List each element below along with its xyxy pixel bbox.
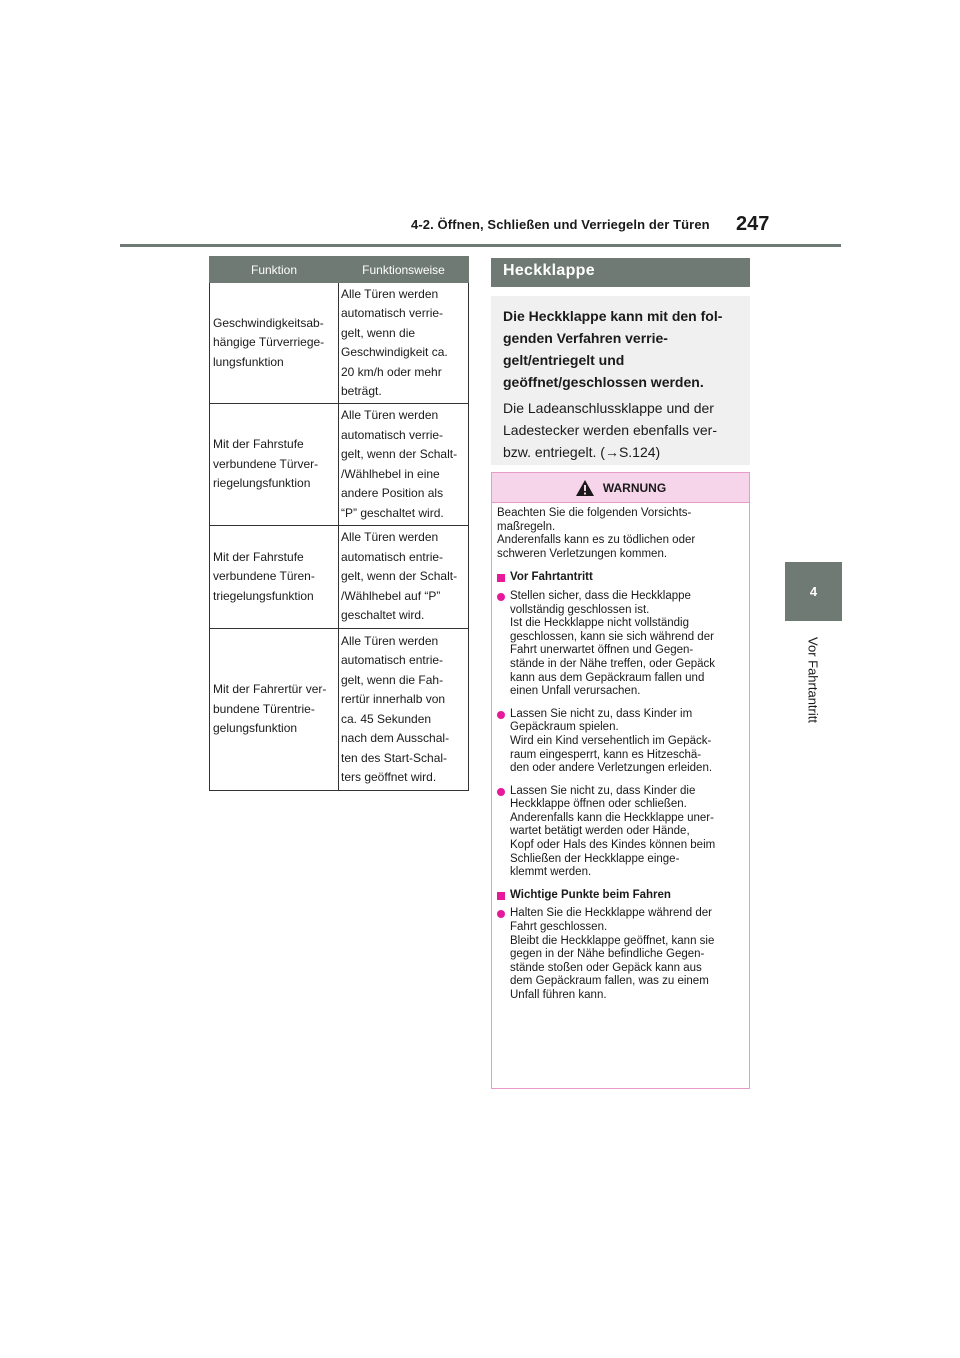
table-row <box>210 629 469 791</box>
header-divider <box>120 244 841 247</box>
intro-normal-text: Die Ladeanschlussklappe und der Ladestecker werden ebenfalls ver- bzw. entriegelt. (→S.124) <box>503 400 718 460</box>
heckklappe-heading: Heckklappe <box>491 258 750 287</box>
chapter-label <box>778 630 848 730</box>
description-cell: Alle Türen werden automatisch entrie- gelt, wenn der Schalt- /Wählhebel auf “P” geschaltet wird. <box>339 526 469 629</box>
round-bullet-icon <box>497 593 505 601</box>
function-table <box>209 256 469 791</box>
warning-bullet: Halten Sie die Heckklappe während der Fahrt geschlossen. Bleibt die Heckklappe geöffnet, kann sie gegen in der Nähe befindliche Gegen- stände stoßen oder Gepäck kann aus dem Gepäckraum fallen, was zu einem Unfall führen kann. <box>497 907 745 1002</box>
description-cell: Alle Türen werden automatisch verrie- gelt, wenn der Schalt- /Wählhebel in eine andere Position als “P” geschaltet wird. <box>339 404 469 526</box>
square-bullet-icon <box>497 892 505 900</box>
function-cell: Geschwindigkeitsab- hängige Türverriege- lungsfunktion <box>210 283 339 404</box>
chapter-title: Vor Fahrtantritt <box>805 637 821 723</box>
warning-bullet: Lassen Sie nicht zu, dass Kinder im Gepäckraum spielen. Wird ein Kind versehentlich im Gepäck- raum eingesperrt, kann es Hitzeschä- den oder andere Verletzungen erleiden. <box>497 708 745 776</box>
warning-bullet: Lassen Sie nicht zu, dass Kinder die Heckklappe öffnen oder schließen. Anderenfalls kann die Heckklappe uner- wartet betätigt werden oder Hände, Kopf oder Hals des Kindes können beim Schließen der Heckklappe einge- klemmt werden. <box>497 785 745 880</box>
section-title: 4-2. Öffnen, Schließen und Verriegeln der Türen <box>411 217 710 232</box>
function-cell: Mit der Fahrstufe verbundene Türver- riegelungsfunktion <box>210 404 339 526</box>
table-header-row <box>210 257 469 283</box>
page-number: 247 <box>736 213 770 235</box>
warning-body <box>492 503 749 1003</box>
warning-label: WARNUNG <box>602 480 667 495</box>
column-header-funktionsweise: Funktionsweise <box>339 257 469 283</box>
round-bullet-icon <box>497 910 505 918</box>
square-bullet-icon <box>497 574 505 582</box>
column-header-funktion: Funktion <box>210 257 339 283</box>
function-cell: Mit der Fahrstufe verbundene Türen- triegelungsfunktion <box>210 526 339 629</box>
heckklappe-intro <box>491 296 750 465</box>
description-cell: Alle Türen werden automatisch verrie- gelt, wenn die Geschwindigkeit ca. 20 km/h oder mehr beträgt. <box>339 283 469 404</box>
warning-bullet: Stellen sicher, dass die Heckklappe vollständig geschlossen ist. Ist die Heckklappe nicht vollständig geschlossen, kann sie sich während der Fahrt unerwartet öffnen und Gegen- stände in der Nähe treffen, oder Gepäck kann aus dem Gepäckraum fallen und einen Unfall verursachen. <box>497 590 745 699</box>
warning-box <box>491 472 750 1089</box>
chapter-tab: 4 <box>785 562 842 621</box>
warning-subheading: Wichtige Punkte beim Fahren <box>497 889 745 903</box>
function-cell: Mit der Fahrertür ver- bundene Türentrie- gelungsfunktion <box>210 629 339 791</box>
warning-header <box>492 473 749 503</box>
round-bullet-icon <box>497 711 505 719</box>
warning-subheading: Vor Fahrtantritt <box>497 571 745 585</box>
warning-intro: Beachten Sie die folgenden Vorsichts- maßregeln. Anderenfalls kann es zu tödlichen oder schweren Verletzungen kommen. <box>497 507 696 560</box>
intro-bold-text: Die Heckklappe kann mit den fol- genden Verfahren verrie- gelt/entriegelt und geöffnet/geschlossen werden. <box>503 308 723 390</box>
description-cell: Alle Türen werden automatisch entrie- gelt, wenn die Fah- rertür innerhalb von ca. 45 Sekunden nach dem Ausschal- ten des Start-Schal- ters geöffnet wird. <box>339 629 469 791</box>
round-bullet-icon <box>497 788 505 796</box>
table-row <box>210 526 469 629</box>
table-row <box>210 404 469 526</box>
warning-triangle-icon <box>575 479 595 497</box>
table-row <box>210 283 469 404</box>
